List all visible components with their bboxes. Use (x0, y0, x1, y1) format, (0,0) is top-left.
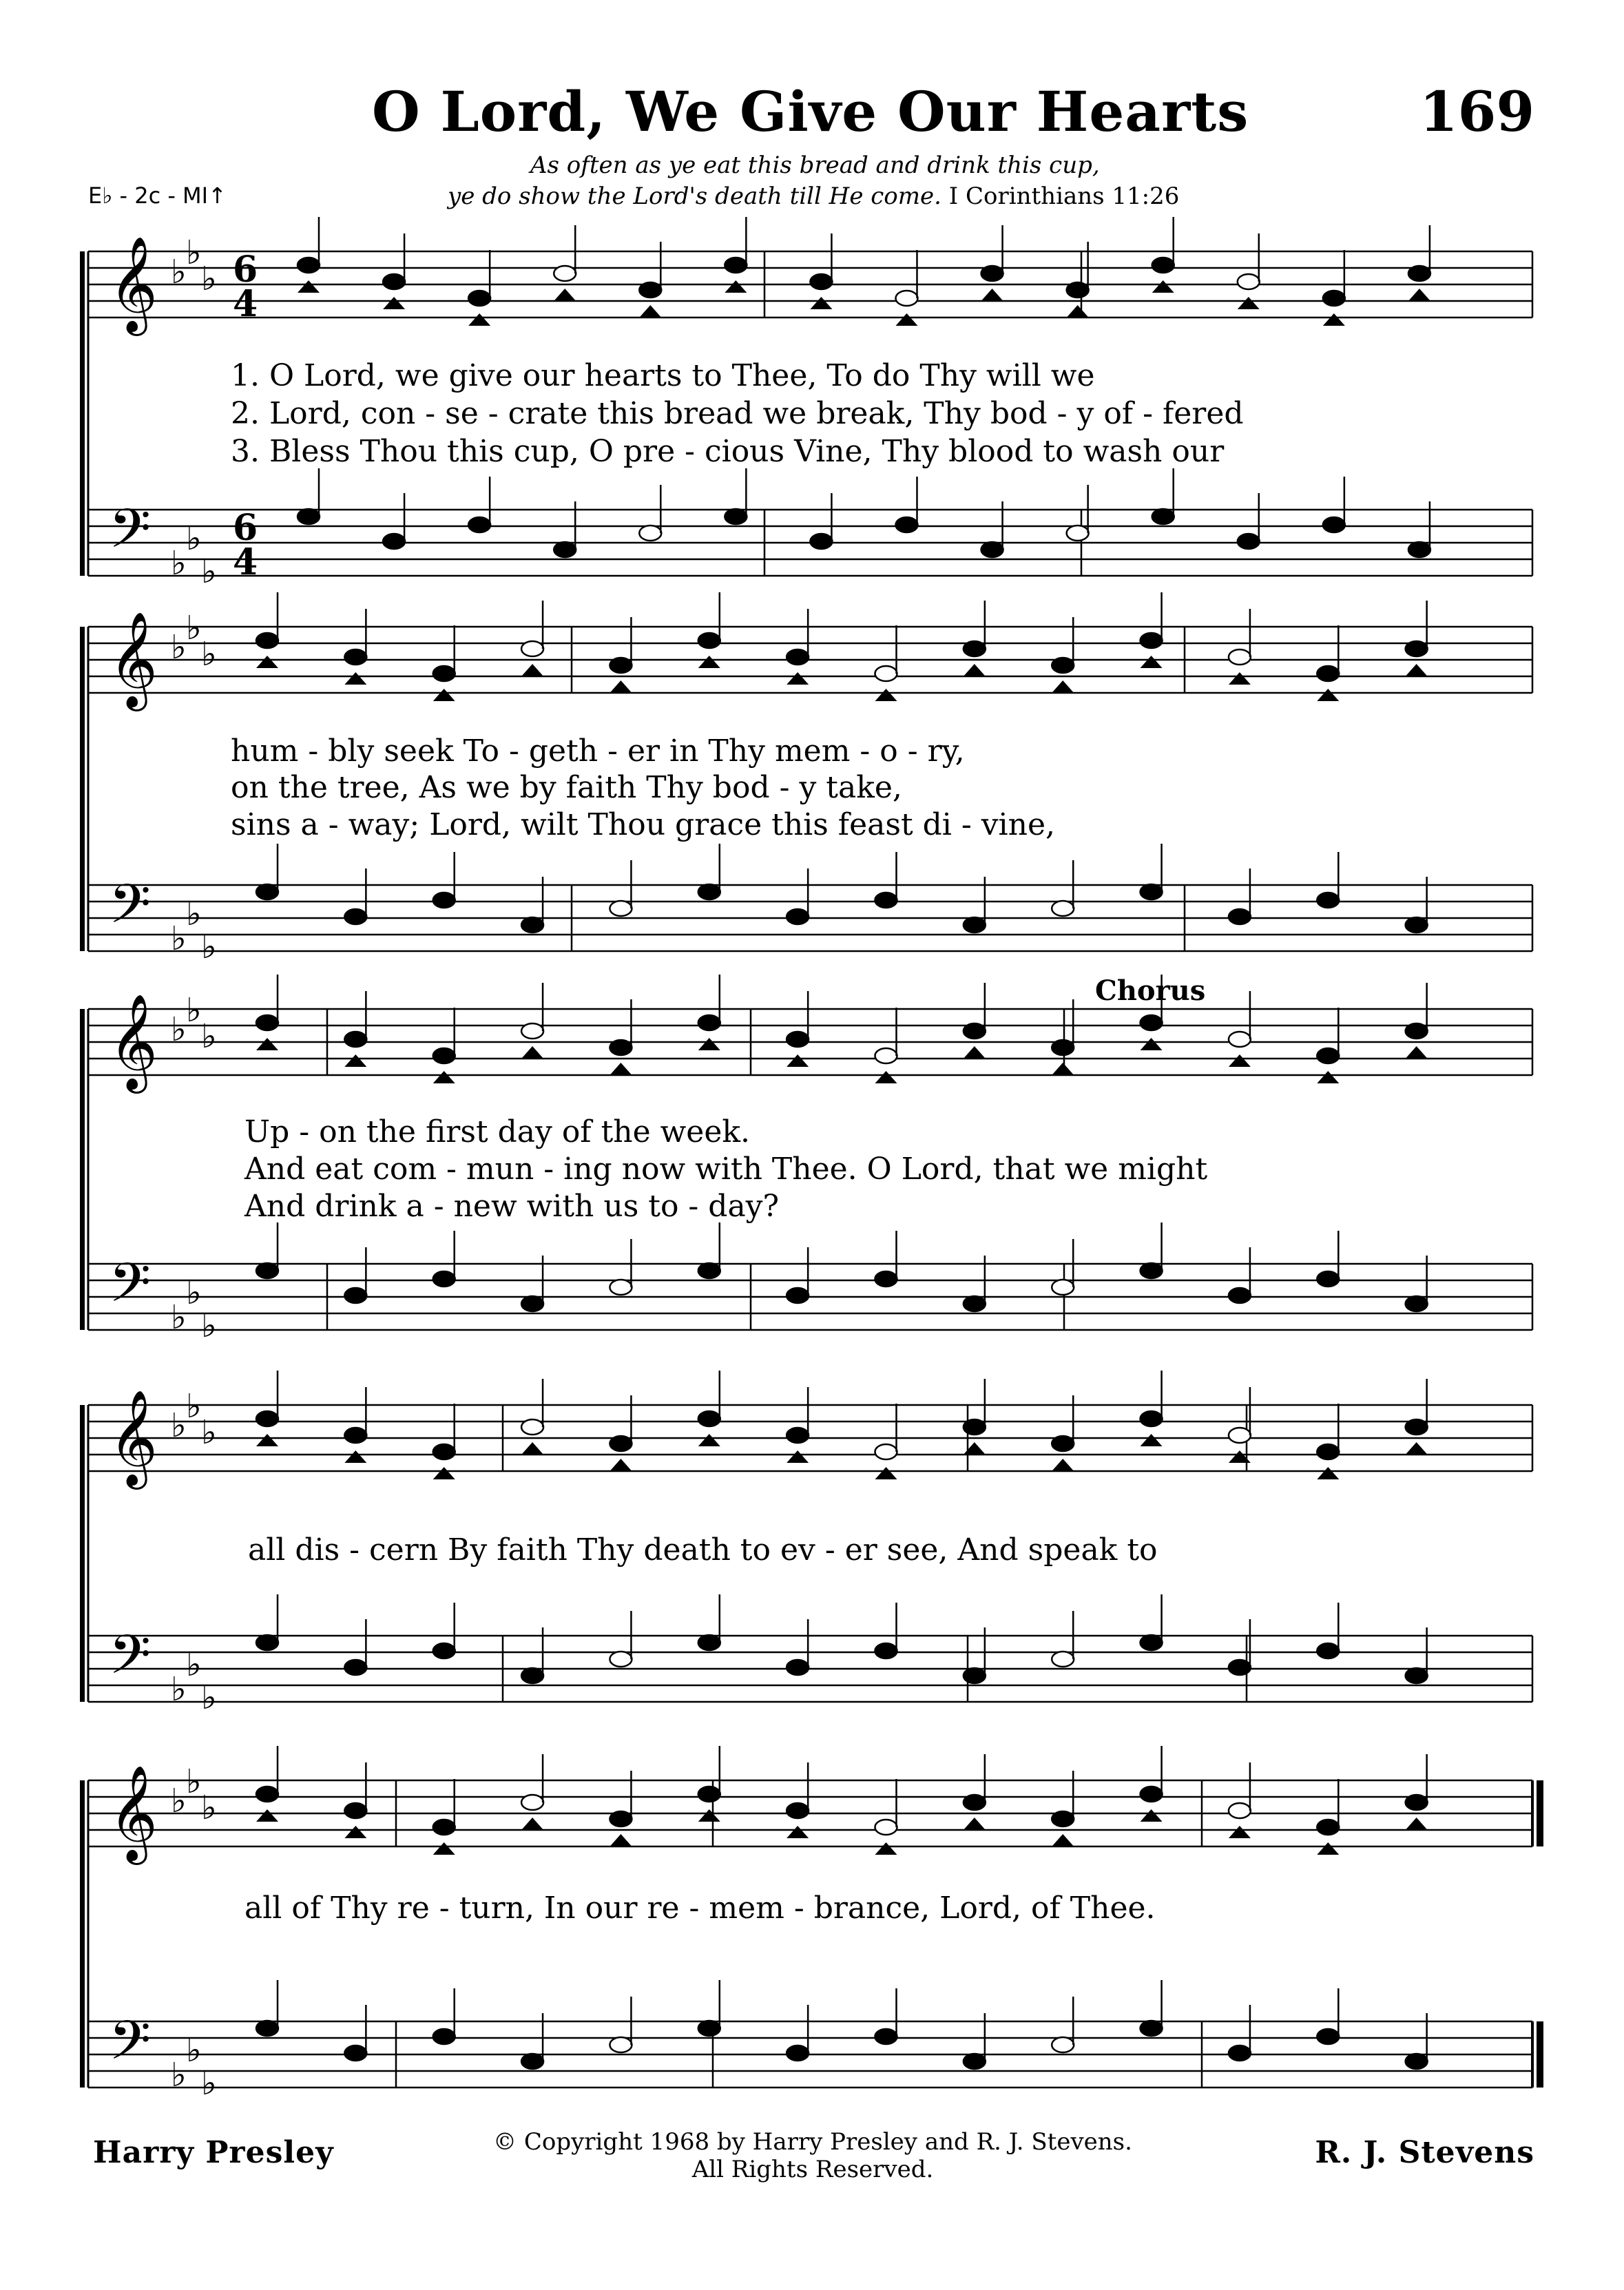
note-head-icon (383, 534, 405, 549)
note-head-icon (875, 2029, 897, 2044)
note-head-icon (1317, 1271, 1339, 1287)
shape-note-icon (521, 1442, 543, 1455)
shape-note-icon (1238, 297, 1260, 309)
note-head-icon (698, 1411, 720, 1426)
bass-clef-icon: 𝄢 (109, 1624, 152, 1700)
note-head-icon (1406, 641, 1428, 656)
note-head-icon (875, 893, 897, 908)
chorus-label: Chorus (1095, 975, 1206, 1007)
note-head-icon (256, 884, 278, 899)
note-head-icon (896, 517, 918, 532)
note-head-icon (1317, 1820, 1339, 1835)
shape-note-icon (964, 1818, 986, 1830)
note-head-icon (1052, 1436, 1074, 1451)
scripture-text: ye do show the Lord's death till He come. (448, 183, 941, 210)
shape-note-icon (639, 305, 661, 318)
note-head-icon (1052, 2037, 1074, 2052)
note-head-icon (256, 1015, 278, 1030)
note-head-icon (610, 1040, 632, 1055)
note-head-icon (433, 1271, 455, 1287)
note-head-icon (1229, 1288, 1251, 1303)
shape-note-icon (433, 1467, 455, 1479)
note-head-icon (725, 258, 747, 273)
shape-note-icon (964, 1442, 986, 1455)
shape-note-icon (964, 664, 986, 676)
note-head-icon (1141, 2021, 1163, 2036)
time-signature-bottom: 4 (233, 283, 258, 325)
note-head-icon (468, 517, 490, 532)
hymn-title: O Lord, We Give Our Hearts (372, 79, 1249, 144)
note-head-icon (964, 1795, 986, 1810)
note-head-icon (1317, 1444, 1339, 1459)
note-head-icon (298, 509, 320, 524)
note-head-icon (1238, 534, 1260, 549)
note-head-icon (1406, 1296, 1428, 1311)
shape-note-icon (610, 680, 632, 693)
shape-note-icon (981, 289, 1003, 301)
flat-icon: ♭ (171, 919, 187, 958)
note-head-icon (1229, 1660, 1251, 1675)
note-head-icon (344, 649, 366, 665)
flat-icon: ♭ (186, 1645, 202, 1684)
shape-note-icon (1323, 313, 1345, 326)
note-head-icon (1406, 1419, 1428, 1435)
note-head-icon (1317, 2029, 1339, 2044)
flat-icon: ♭ (171, 1298, 187, 1337)
note-head-icon (610, 1280, 632, 1295)
treble-clef-icon: 𝄞 (109, 1390, 158, 1486)
flat-icon: ♭ (171, 1670, 187, 1709)
shape-note-icon (1052, 1834, 1074, 1846)
lyric-line: And eat com - mun - ing now with Thee. O Lord, that we might (244, 1152, 1208, 1187)
note-head-icon (1408, 266, 1430, 281)
note-head-icon (964, 1419, 986, 1435)
shape-note-icon (1141, 1434, 1163, 1446)
flat-icon: ♭ (186, 2031, 202, 2070)
note-head-icon (875, 1820, 897, 1835)
note-head-icon (610, 2037, 632, 2052)
lyric-line: 1. O Lord, we give our hearts to Thee, To do Thy will we (231, 358, 1095, 393)
flat-icon: ♭ (171, 1406, 187, 1445)
shape-note-icon (896, 313, 918, 326)
note-head-icon (344, 909, 366, 924)
flat-icon: ♭ (186, 991, 202, 1030)
flat-icon: ♭ (171, 544, 187, 583)
note-head-icon (1052, 1811, 1074, 1826)
note-head-icon (787, 1803, 809, 1818)
shape-note-icon (698, 1809, 720, 1822)
shape-note-icon (1052, 1459, 1074, 1471)
shape-note-icon (1317, 1071, 1339, 1083)
shape-note-icon (298, 280, 320, 293)
note-head-icon (1141, 633, 1163, 648)
bass-clef-icon: 𝄢 (109, 498, 152, 574)
lyric-line: Up - on the first day of the week. (244, 1114, 751, 1149)
note-head-icon (344, 1288, 366, 1303)
note-head-icon (433, 1444, 455, 1459)
flat-icon: ♭ (171, 628, 187, 667)
shape-note-icon (1152, 280, 1174, 293)
note-head-icon (964, 641, 986, 656)
shape-note-icon (1408, 289, 1430, 301)
bass-clef-icon: 𝄢 (109, 2010, 152, 2085)
note-head-icon (964, 1668, 986, 1683)
note-head-icon (875, 1444, 897, 1459)
flat-icon: ♭ (201, 1413, 217, 1452)
note-head-icon (1317, 1048, 1339, 1063)
note-head-icon (810, 274, 832, 289)
lyric-line: 3. Bless Thou this cup, O pre - cious Vine, Thy blood to wash our (231, 434, 1225, 469)
shape-note-icon (787, 1054, 809, 1067)
shape-note-icon (725, 280, 747, 293)
shape-note-icon (1052, 680, 1074, 693)
lyric-line: 2. Lord, con - se - crate this bread we break, Thy bod - y of - fered (231, 396, 1244, 431)
shape-note-icon (1141, 656, 1163, 668)
system-brace (80, 1780, 85, 2088)
note-head-icon (256, 1635, 278, 1650)
flat-icon: ♭ (201, 260, 217, 298)
shape-note-icon (1406, 664, 1428, 676)
note-head-icon (1406, 1668, 1428, 1683)
note-head-icon (521, 1296, 543, 1311)
note-head-icon (964, 1023, 986, 1039)
note-head-icon (610, 658, 632, 673)
note-head-icon (1317, 1643, 1339, 1658)
shape-note-icon (433, 1842, 455, 1855)
bass-clef-icon: 𝄢 (109, 1252, 152, 1328)
hymn-number: 169 (1419, 79, 1534, 144)
shape-note-icon (698, 656, 720, 668)
note-head-icon (1406, 1023, 1428, 1039)
system-brace (80, 1009, 85, 1330)
note-head-icon (1141, 1635, 1163, 1650)
shape-note-icon (1406, 1046, 1428, 1059)
shape-note-icon (256, 1038, 278, 1050)
note-head-icon (1052, 658, 1074, 673)
note-head-icon (554, 266, 576, 281)
note-head-icon (1323, 517, 1345, 532)
flat-icon: ♭ (186, 1387, 202, 1426)
flat-icon: ♭ (186, 895, 202, 933)
flat-icon: ♭ (201, 635, 217, 674)
treble-clef-icon: 𝄞 (109, 1765, 158, 1861)
note-head-icon (787, 909, 809, 924)
note-head-icon (698, 1263, 720, 1278)
note-head-icon (344, 1428, 366, 1443)
note-head-icon (1406, 2054, 1428, 2069)
note-head-icon (698, 2021, 720, 2036)
lyric-line: sins a - way; Lord, wilt Thou grace this feast di - vine, (231, 807, 1055, 842)
shape-note-icon (344, 1826, 366, 1838)
shape-note-icon (1406, 1818, 1428, 1830)
note-head-icon (1052, 901, 1074, 916)
note-head-icon (256, 1263, 278, 1278)
shape-note-icon (344, 1450, 366, 1463)
shape-note-icon (875, 1467, 897, 1479)
note-head-icon (1238, 274, 1260, 289)
note-head-icon (787, 1428, 809, 1443)
note-head-icon (468, 291, 490, 306)
shape-note-icon (787, 672, 809, 685)
note-head-icon (521, 1023, 543, 1039)
flat-icon: ♭ (171, 1782, 187, 1820)
note-head-icon (383, 274, 405, 289)
note-head-icon (554, 542, 576, 557)
shape-note-icon (698, 1038, 720, 1050)
system-brace (80, 1405, 85, 1702)
note-head-icon (344, 1660, 366, 1675)
note-head-icon (981, 542, 1003, 557)
flat-icon: ♭ (201, 552, 217, 591)
note-head-icon (433, 893, 455, 908)
flat-icon: ♭ (201, 928, 217, 966)
shape-note-icon (344, 672, 366, 685)
note-head-icon (433, 2029, 455, 2044)
note-head-icon (433, 666, 455, 681)
flat-icon: ♭ (186, 519, 202, 558)
shape-note-icon (1052, 1063, 1074, 1075)
shape-note-icon (1317, 1842, 1339, 1855)
note-head-icon (787, 649, 809, 665)
flat-icon: ♭ (171, 253, 187, 291)
shape-note-icon (875, 1071, 897, 1083)
shape-note-icon (256, 656, 278, 668)
note-head-icon (521, 641, 543, 656)
note-head-icon (1152, 509, 1174, 524)
lyric-line: And drink a - new with us to - day? (244, 1189, 780, 1224)
note-head-icon (433, 1820, 455, 1835)
note-head-icon (521, 1419, 543, 1435)
flat-icon: ♭ (186, 233, 202, 272)
shape-note-icon (521, 1818, 543, 1830)
note-head-icon (698, 633, 720, 648)
note-head-icon (610, 1652, 632, 1667)
note-head-icon (344, 1032, 366, 1047)
note-head-icon (1141, 884, 1163, 899)
note-head-icon (1229, 2046, 1251, 2061)
note-head-icon (344, 2046, 366, 2061)
note-head-icon (521, 2054, 543, 2069)
shape-note-icon (787, 1826, 809, 1838)
final-barline (1537, 2021, 1543, 2088)
note-head-icon (610, 1436, 632, 1451)
note-head-icon (1323, 291, 1345, 306)
scripture-line-1: As often as ye eat this bread and drink this cup, (530, 152, 1100, 179)
note-head-icon (1317, 893, 1339, 908)
note-head-icon (875, 1643, 897, 1658)
note-head-icon (298, 258, 320, 273)
note-head-icon (639, 282, 661, 298)
note-head-icon (787, 1032, 809, 1047)
note-head-icon (1406, 1795, 1428, 1810)
shape-note-icon (610, 1834, 632, 1846)
scripture-reference: I Corinthians 11:26 (948, 183, 1180, 210)
shape-note-icon (256, 1434, 278, 1446)
note-head-icon (725, 509, 747, 524)
copyright-notice (482, 2128, 1143, 2183)
note-head-icon (896, 291, 918, 306)
note-head-icon (1229, 909, 1251, 924)
shape-note-icon (433, 689, 455, 701)
flat-icon: ♭ (171, 1010, 187, 1049)
note-head-icon (1067, 525, 1089, 541)
note-head-icon (639, 525, 661, 541)
note-head-icon (433, 1643, 455, 1658)
treble-clef-icon: 𝄞 (109, 236, 158, 332)
note-head-icon (256, 2021, 278, 2036)
lyric-line: all dis - cern By faith Thy death to ev - er see, And speak to (248, 1532, 1158, 1568)
note-head-icon (433, 1048, 455, 1063)
shape-note-icon (383, 297, 405, 309)
flat-icon: ♭ (201, 2064, 217, 2103)
shape-note-icon (1067, 305, 1089, 318)
note-head-icon (981, 266, 1003, 281)
shape-note-icon (1406, 1442, 1428, 1455)
lyric-line: hum - bly seek To - geth - er in Thy mem - o - ry, (231, 733, 965, 769)
note-head-icon (521, 917, 543, 933)
shape-note-icon (964, 1046, 986, 1059)
shape-note-icon (1141, 1809, 1163, 1822)
bass-clef-icon: 𝄢 (109, 873, 152, 949)
note-head-icon (521, 1795, 543, 1810)
note-head-icon (256, 1411, 278, 1426)
shape-note-icon (610, 1459, 632, 1471)
note-head-icon (964, 1296, 986, 1311)
note-head-icon (810, 534, 832, 549)
time-signature-top: 6 (233, 507, 258, 549)
shape-note-icon (810, 297, 832, 309)
shape-note-icon (1229, 1054, 1251, 1067)
note-head-icon (698, 1787, 720, 1802)
lyricist-credit: Harry Presley (93, 2135, 334, 2170)
note-head-icon (787, 1660, 809, 1675)
note-head-icon (1229, 1803, 1251, 1818)
lyric-line: all of Thy re - turn, In our re - mem - brance, Lord, of Thee. (244, 1891, 1156, 1926)
note-head-icon (1229, 1428, 1251, 1443)
note-head-icon (964, 917, 986, 933)
note-head-icon (875, 1271, 897, 1287)
note-head-icon (698, 1635, 720, 1650)
note-head-icon (1229, 649, 1251, 665)
lyric-line: on the tree, As we by faith Thy bod - y take, (231, 770, 902, 805)
flat-icon: ♭ (201, 1789, 217, 1827)
note-head-icon (1141, 1263, 1163, 1278)
note-head-icon (1141, 1787, 1163, 1802)
shape-note-icon (1229, 672, 1251, 685)
shape-note-icon (698, 1434, 720, 1446)
note-head-icon (964, 2054, 986, 2069)
shape-note-icon (521, 1046, 543, 1059)
note-head-icon (1317, 666, 1339, 681)
note-head-icon (1229, 1032, 1251, 1047)
note-head-icon (1141, 1015, 1163, 1030)
note-head-icon (344, 1803, 366, 1818)
note-head-icon (1052, 1280, 1074, 1295)
note-head-icon (698, 884, 720, 899)
note-head-icon (1141, 1411, 1163, 1426)
note-head-icon (521, 1668, 543, 1683)
shape-note-icon (1317, 1467, 1339, 1479)
note-head-icon (256, 1787, 278, 1802)
note-head-icon (1052, 1652, 1074, 1667)
note-head-icon (875, 666, 897, 681)
flat-icon: ♭ (186, 609, 202, 647)
flat-icon: ♭ (201, 1017, 217, 1056)
shape-note-icon (468, 313, 490, 326)
shape-note-icon (875, 689, 897, 701)
shape-note-icon (256, 1809, 278, 1822)
flat-icon: ♭ (201, 1307, 217, 1345)
key-indicator: E♭ - 2c - MI↑ (88, 183, 227, 209)
shape-note-icon (1229, 1826, 1251, 1838)
note-head-icon (1052, 1040, 1074, 1055)
copyright-line-2: All Rights Reserved. (691, 2156, 934, 2183)
note-head-icon (1408, 542, 1430, 557)
note-head-icon (1152, 258, 1174, 273)
note-head-icon (875, 1048, 897, 1063)
flat-icon: ♭ (171, 2056, 187, 2094)
note-head-icon (787, 1288, 809, 1303)
note-head-icon (610, 1811, 632, 1826)
treble-clef-icon: 𝄞 (109, 612, 158, 707)
system-brace (80, 627, 85, 951)
shape-note-icon (787, 1450, 809, 1463)
time-signature-top: 6 (233, 249, 258, 291)
copyright-line-1: © Copyright 1968 by Harry Presley and R. J. Stevens. (493, 2128, 1132, 2156)
flat-icon: ♭ (186, 1273, 202, 1312)
note-head-icon (1406, 917, 1428, 933)
final-barline (1537, 1780, 1543, 1846)
note-head-icon (787, 2046, 809, 2061)
composer-credit: R. J. Stevens (1315, 2135, 1534, 2170)
system-brace (80, 251, 85, 576)
shape-note-icon (521, 664, 543, 676)
shape-note-icon (433, 1071, 455, 1083)
shape-note-icon (1141, 1038, 1163, 1050)
shape-note-icon (875, 1842, 897, 1855)
treble-clef-icon: 𝄞 (109, 994, 158, 1090)
time-signature-bottom: 4 (233, 541, 258, 583)
flat-icon: ♭ (186, 1762, 202, 1801)
shape-note-icon (610, 1063, 632, 1075)
note-head-icon (698, 1015, 720, 1030)
flat-icon: ♭ (201, 1678, 217, 1717)
note-head-icon (256, 633, 278, 648)
shape-note-icon (344, 1054, 366, 1067)
note-head-icon (610, 901, 632, 916)
shape-note-icon (554, 289, 576, 301)
shape-note-icon (1317, 689, 1339, 701)
note-head-icon (1067, 282, 1089, 298)
